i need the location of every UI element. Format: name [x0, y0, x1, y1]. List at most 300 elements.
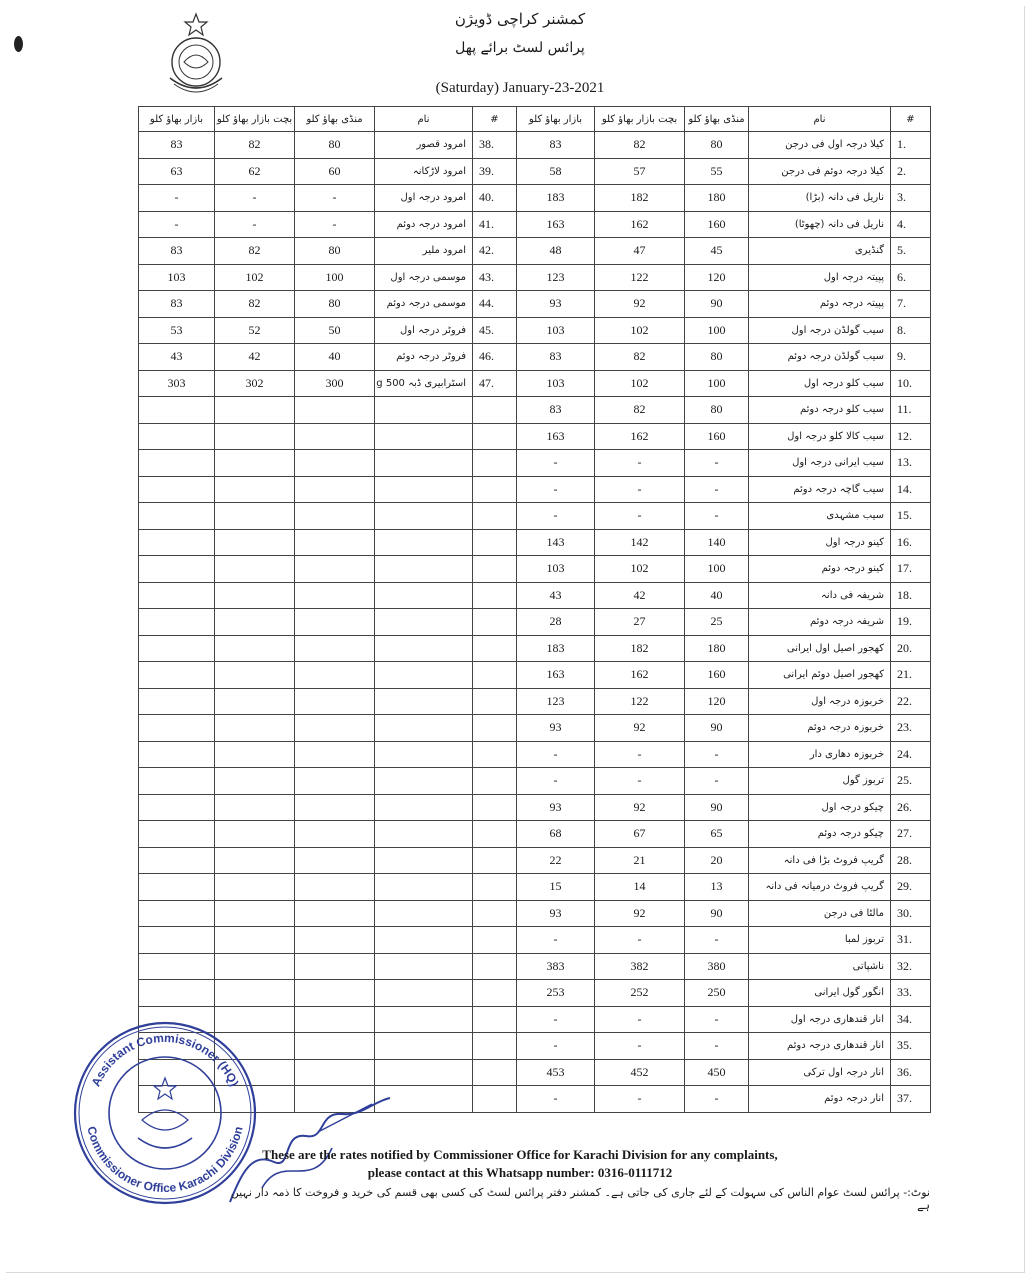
item-name-cell — [375, 688, 473, 715]
bazar-price-cell: 83 — [139, 238, 215, 265]
bazar-price-cell — [139, 927, 215, 954]
row-number-cell — [473, 529, 517, 556]
col-mandi-header: منڈی بھاؤ کلو — [685, 107, 749, 132]
row-number-cell — [473, 1059, 517, 1086]
item-name-cell: ناریل فی دانہ (چھوٹا) — [749, 211, 891, 238]
row-number-cell — [473, 980, 517, 1007]
row-number-cell: 41. — [473, 211, 517, 238]
col-bachat-header: بچت بازار بھاؤ کلو — [215, 107, 295, 132]
bachat-price-cell: 92 — [595, 900, 685, 927]
bachat-price-cell — [215, 556, 295, 583]
row-number-cell: 44. — [473, 291, 517, 318]
mandi-price-cell: - — [685, 1086, 749, 1113]
bachat-price-cell: 27 — [595, 609, 685, 636]
bachat-price-cell: - — [595, 927, 685, 954]
bachat-price-cell: - — [595, 503, 685, 530]
table-row — [139, 132, 517, 159]
table-row — [139, 211, 517, 238]
mandi-price-cell: - — [685, 1033, 749, 1060]
table-row — [139, 847, 517, 874]
item-name-cell: انار قندھاری درجہ اول — [749, 1006, 891, 1033]
mandi-price-cell: 450 — [685, 1059, 749, 1086]
item-name-cell: سیب کلو درجہ اول — [749, 370, 891, 397]
bachat-price-cell — [215, 476, 295, 503]
row-number-cell — [473, 609, 517, 636]
bachat-price-cell: - — [595, 741, 685, 768]
item-name-cell: فروٹر درجہ اول — [375, 317, 473, 344]
item-name-cell — [375, 556, 473, 583]
mandi-price-cell — [295, 556, 375, 583]
mandi-price-cell — [295, 900, 375, 927]
row-number-cell: 9. — [891, 344, 931, 371]
bazar-price-cell: 103 — [517, 317, 595, 344]
item-name-cell — [375, 423, 473, 450]
table-row — [517, 291, 931, 318]
row-number-cell: 24. — [891, 741, 931, 768]
item-name-cell: امرود درجہ اول — [375, 185, 473, 212]
row-number-cell: 35. — [891, 1033, 931, 1060]
table-row — [139, 344, 517, 371]
row-number-cell — [473, 794, 517, 821]
row-number-cell: 29. — [891, 874, 931, 901]
item-name-cell: سیب کلو درجہ دوئم — [749, 397, 891, 424]
row-number-cell: 15. — [891, 503, 931, 530]
row-number-cell — [473, 768, 517, 795]
mandi-price-cell: 55 — [685, 158, 749, 185]
bazar-price-cell: - — [517, 503, 595, 530]
row-number-cell: 28. — [891, 847, 931, 874]
row-number-cell: 34. — [891, 1006, 931, 1033]
row-number-cell — [473, 715, 517, 742]
item-name-cell: سیب کالا کلو درجہ اول — [749, 423, 891, 450]
row-number-cell — [473, 927, 517, 954]
table-row — [139, 476, 517, 503]
mandi-price-cell — [295, 397, 375, 424]
mandi-price-cell: 160 — [685, 423, 749, 450]
item-name-cell: انار قندھاری درجہ دوئم — [749, 1033, 891, 1060]
item-name-cell: ناشپاتی — [749, 953, 891, 980]
bachat-price-cell: 382 — [595, 953, 685, 980]
item-name-cell: انگور گول ایرانی — [749, 980, 891, 1007]
mandi-price-cell — [295, 1006, 375, 1033]
item-name-cell: شریفہ درجہ دوئم — [749, 609, 891, 636]
table-row — [139, 370, 517, 397]
table-row — [517, 688, 931, 715]
mandi-price-cell: - — [295, 211, 375, 238]
table-row — [139, 450, 517, 477]
item-name-cell — [375, 450, 473, 477]
table-row — [517, 317, 931, 344]
mandi-price-cell: - — [685, 450, 749, 477]
item-name-cell: امرود درجہ دوئم — [375, 211, 473, 238]
table-row — [517, 1086, 931, 1113]
row-number-cell: 20. — [891, 635, 931, 662]
mandi-price-cell: 40 — [295, 344, 375, 371]
bachat-price-cell: 82 — [595, 132, 685, 159]
row-number-cell: 43. — [473, 264, 517, 291]
bachat-price-cell — [215, 662, 295, 689]
bazar-price-cell: 53 — [139, 317, 215, 344]
table-row — [517, 556, 931, 583]
bachat-price-cell: 82 — [215, 132, 295, 159]
table-row — [517, 927, 931, 954]
row-number-cell: 3. — [891, 185, 931, 212]
item-name-cell — [375, 715, 473, 742]
mandi-price-cell: 120 — [685, 264, 749, 291]
row-number-cell: 36. — [891, 1059, 931, 1086]
item-name-cell: پپیتہ درجہ دوئم — [749, 291, 891, 318]
row-number-cell: 33. — [891, 980, 931, 1007]
bazar-price-cell: 28 — [517, 609, 595, 636]
bazar-price-cell: 123 — [517, 264, 595, 291]
bazar-price-cell: 15 — [517, 874, 595, 901]
table-row — [517, 715, 931, 742]
bazar-price-cell: 103 — [139, 264, 215, 291]
row-number-cell — [473, 582, 517, 609]
item-name-cell — [375, 635, 473, 662]
mandi-price-cell: 160 — [685, 662, 749, 689]
row-number-cell — [473, 662, 517, 689]
table-row — [517, 821, 931, 848]
bazar-price-cell: - — [517, 741, 595, 768]
bazar-price-cell — [139, 953, 215, 980]
bachat-price-cell: 182 — [595, 185, 685, 212]
list-date: (Saturday) January-23-2021 — [435, 80, 605, 96]
mandi-price-cell — [295, 503, 375, 530]
bazar-price-cell — [139, 503, 215, 530]
table-row — [139, 158, 517, 185]
bazar-price-cell — [139, 529, 215, 556]
table-row — [139, 980, 517, 1007]
mandi-price-cell — [295, 609, 375, 636]
mandi-price-cell: 65 — [685, 821, 749, 848]
bazar-price-cell — [139, 821, 215, 848]
bachat-price-cell: - — [215, 185, 295, 212]
item-name-cell: گریپ فروٹ بڑا فی دانہ — [749, 847, 891, 874]
item-name-cell — [375, 609, 473, 636]
item-name-cell: خربوزہ درجہ دوئم — [749, 715, 891, 742]
item-name-cell: امرود قصور — [375, 132, 473, 159]
bazar-price-cell — [139, 741, 215, 768]
table-row — [517, 1033, 931, 1060]
mandi-price-cell: 90 — [685, 715, 749, 742]
bazar-price-cell: 253 — [517, 980, 595, 1007]
bachat-price-cell — [215, 503, 295, 530]
price-table-left — [138, 106, 517, 1113]
bazar-price-cell: 93 — [517, 900, 595, 927]
table-row — [139, 821, 517, 848]
bachat-price-cell — [215, 874, 295, 901]
mandi-price-cell — [295, 529, 375, 556]
bazar-price-cell: 83 — [517, 344, 595, 371]
row-number-cell: 25. — [891, 768, 931, 795]
table-row — [517, 609, 931, 636]
row-number-cell: 18. — [891, 582, 931, 609]
table-row — [517, 397, 931, 424]
item-name-cell — [375, 662, 473, 689]
bazar-price-cell: 163 — [517, 423, 595, 450]
bazar-price-cell: - — [517, 927, 595, 954]
table-row — [517, 476, 931, 503]
bachat-price-cell: 67 — [595, 821, 685, 848]
mandi-price-cell — [295, 953, 375, 980]
bachat-price-cell: 162 — [595, 423, 685, 450]
table-row — [517, 582, 931, 609]
bachat-price-cell: 102 — [595, 556, 685, 583]
row-number-cell: 10. — [891, 370, 931, 397]
row-number-cell: 4. — [891, 211, 931, 238]
item-name-cell — [375, 794, 473, 821]
row-number-cell: 6. — [891, 264, 931, 291]
bazar-price-cell: - — [139, 211, 215, 238]
table-row — [517, 635, 931, 662]
row-number-cell: 11. — [891, 397, 931, 424]
mandi-price-cell: 180 — [685, 185, 749, 212]
table-row — [139, 688, 517, 715]
bazar-price-cell: 83 — [139, 132, 215, 159]
price-table-right — [516, 106, 931, 1113]
mandi-price-cell — [295, 1059, 375, 1086]
table-row — [517, 1006, 931, 1033]
item-name-cell: سیب گولڈن درجہ دوئم — [749, 344, 891, 371]
item-name-cell: کھجور اصیل دوئم ایرانی — [749, 662, 891, 689]
bachat-price-cell: 82 — [595, 344, 685, 371]
bazar-price-cell: 83 — [517, 397, 595, 424]
mandi-price-cell — [295, 1033, 375, 1060]
office-title: کمشنر کراچی ڈویژن — [454, 10, 586, 28]
bazar-price-cell: 43 — [139, 344, 215, 371]
mandi-price-cell: 60 — [295, 158, 375, 185]
row-number-cell: 37. — [891, 1086, 931, 1113]
item-name-cell: سیب گاچہ درجہ دوئم — [749, 476, 891, 503]
item-name-cell: کھجور اصیل اول ایرانی — [749, 635, 891, 662]
table-row — [517, 238, 931, 265]
item-name-cell: مالٹا فی درجن — [749, 900, 891, 927]
bachat-price-cell — [215, 953, 295, 980]
bachat-price-cell: 42 — [215, 344, 295, 371]
item-name-cell: چیکو درجہ اول — [749, 794, 891, 821]
item-name-cell: موسمی درجہ دوئم — [375, 291, 473, 318]
row-number-cell — [473, 450, 517, 477]
mandi-price-cell: 300 — [295, 370, 375, 397]
mandi-price-cell: 25 — [685, 609, 749, 636]
bachat-price-cell: 62 — [215, 158, 295, 185]
item-name-cell: سیب مشہدی — [749, 503, 891, 530]
row-number-cell — [473, 741, 517, 768]
bachat-price-cell: 122 — [595, 264, 685, 291]
mandi-price-cell: - — [295, 185, 375, 212]
bazar-price-cell — [139, 900, 215, 927]
bazar-price-cell: 453 — [517, 1059, 595, 1086]
mandi-price-cell: 180 — [685, 635, 749, 662]
item-name-cell: تربوز گول — [749, 768, 891, 795]
row-number-cell — [473, 1033, 517, 1060]
row-number-cell: 26. — [891, 794, 931, 821]
mandi-price-cell — [295, 582, 375, 609]
bachat-price-cell: 14 — [595, 874, 685, 901]
bazar-price-cell: 58 — [517, 158, 595, 185]
mandi-price-cell: 80 — [685, 397, 749, 424]
bachat-price-cell: 47 — [595, 238, 685, 265]
table-row — [517, 1059, 931, 1086]
col-bazar-header: بازار بھاؤ کلو — [517, 107, 595, 132]
row-number-cell: 23. — [891, 715, 931, 742]
bachat-price-cell: 21 — [595, 847, 685, 874]
col-bazar-header: بازار بھاؤ کلو — [139, 107, 215, 132]
bachat-price-cell: 82 — [215, 291, 295, 318]
punch-hole — [14, 36, 23, 52]
item-name-cell: سیب گولڈن درجہ اول — [749, 317, 891, 344]
bazar-price-cell: 383 — [517, 953, 595, 980]
row-number-cell: 31. — [891, 927, 931, 954]
col-mandi-header: منڈی بھاؤ کلو — [295, 107, 375, 132]
table-row — [517, 874, 931, 901]
table-row — [139, 768, 517, 795]
item-name-cell: خربوزہ درجہ اول — [749, 688, 891, 715]
bachat-price-cell — [215, 715, 295, 742]
mandi-price-cell — [295, 874, 375, 901]
mandi-price-cell: 40 — [685, 582, 749, 609]
bazar-price-cell: - — [139, 185, 215, 212]
bachat-price-cell: - — [595, 1086, 685, 1113]
mandi-price-cell — [295, 688, 375, 715]
row-number-cell: 47. — [473, 370, 517, 397]
mandi-price-cell — [295, 635, 375, 662]
row-number-cell: 27. — [891, 821, 931, 848]
bachat-price-cell: 182 — [595, 635, 685, 662]
bachat-price-cell: 162 — [595, 662, 685, 689]
item-name-cell: کینو درجہ اول — [749, 529, 891, 556]
table-row — [139, 556, 517, 583]
bazar-price-cell — [139, 397, 215, 424]
table-row — [517, 450, 931, 477]
complaint-notice — [150, 1146, 890, 1182]
table-row — [517, 423, 931, 450]
item-name-cell: کیلا درجہ دوئم فی درجن — [749, 158, 891, 185]
row-number-cell — [473, 476, 517, 503]
row-number-cell: 30. — [891, 900, 931, 927]
row-number-cell — [473, 900, 517, 927]
row-number-cell: 21. — [891, 662, 931, 689]
bazar-price-cell: 43 — [517, 582, 595, 609]
table-row — [139, 264, 517, 291]
mandi-price-cell — [295, 927, 375, 954]
table-row — [139, 794, 517, 821]
row-number-cell: 16. — [891, 529, 931, 556]
bachat-price-cell: 92 — [595, 291, 685, 318]
list-title: پرائس لسٹ برائے پھل — [455, 40, 585, 56]
bazar-price-cell: - — [517, 1033, 595, 1060]
table-row — [139, 609, 517, 636]
bachat-price-cell — [215, 768, 295, 795]
mandi-price-cell — [295, 821, 375, 848]
mandi-price-cell: 160 — [685, 211, 749, 238]
row-number-cell — [473, 688, 517, 715]
bachat-price-cell — [215, 423, 295, 450]
table-row — [517, 158, 931, 185]
bazar-price-cell — [139, 582, 215, 609]
mandi-price-cell: 13 — [685, 874, 749, 901]
row-number-cell: 17. — [891, 556, 931, 583]
item-name-cell: کینو درجہ دوئم — [749, 556, 891, 583]
item-name-cell: انار درجہ دوئم — [749, 1086, 891, 1113]
table-row — [139, 953, 517, 980]
bachat-price-cell — [215, 794, 295, 821]
table-row — [139, 662, 517, 689]
bachat-price-cell: - — [215, 211, 295, 238]
item-name-cell — [375, 476, 473, 503]
bachat-price-cell: 452 — [595, 1059, 685, 1086]
item-name-cell — [375, 503, 473, 530]
row-number-cell — [473, 503, 517, 530]
col-number-header: # — [891, 107, 931, 132]
bachat-price-cell: 82 — [215, 238, 295, 265]
mandi-price-cell: 90 — [685, 900, 749, 927]
mandi-price-cell — [295, 794, 375, 821]
mandi-price-cell: 50 — [295, 317, 375, 344]
bachat-price-cell: 142 — [595, 529, 685, 556]
bazar-price-cell — [139, 450, 215, 477]
row-number-cell — [473, 847, 517, 874]
row-number-cell: 40. — [473, 185, 517, 212]
row-number-cell — [473, 1006, 517, 1033]
table-row — [139, 291, 517, 318]
bazar-price-cell: 63 — [139, 158, 215, 185]
mandi-price-cell: 380 — [685, 953, 749, 980]
item-name-cell — [375, 582, 473, 609]
item-name-cell: خربوزہ دھاری دار — [749, 741, 891, 768]
notice-line-1: These are the rates notified by Commissioner Office for Karachi Division for any complaints, — [262, 1147, 778, 1162]
bazar-price-cell — [139, 847, 215, 874]
table-row — [517, 741, 931, 768]
table-row — [139, 185, 517, 212]
table-row — [517, 503, 931, 530]
table-row — [139, 715, 517, 742]
mandi-price-cell: 100 — [685, 556, 749, 583]
col-name-header: نام — [375, 107, 473, 132]
table-row — [139, 397, 517, 424]
table-row — [139, 529, 517, 556]
mandi-price-cell: 90 — [685, 291, 749, 318]
item-name-cell — [375, 397, 473, 424]
table-row — [517, 662, 931, 689]
bachat-price-cell — [215, 450, 295, 477]
item-name-cell: شریفہ فی دانہ — [749, 582, 891, 609]
item-name-cell — [375, 953, 473, 980]
row-number-cell: 8. — [891, 317, 931, 344]
row-number-cell: 14. — [891, 476, 931, 503]
bazar-price-cell — [139, 715, 215, 742]
bazar-price-cell — [139, 476, 215, 503]
col-bachat-header: بچت بازار بھاؤ کلو — [595, 107, 685, 132]
row-number-cell — [473, 821, 517, 848]
bachat-price-cell: 252 — [595, 980, 685, 1007]
mandi-price-cell: - — [685, 1006, 749, 1033]
item-name-cell: انار درجہ اول ترکی — [749, 1059, 891, 1086]
item-name-cell: پپیتہ درجہ اول — [749, 264, 891, 291]
bachat-price-cell — [215, 582, 295, 609]
bachat-price-cell: 122 — [595, 688, 685, 715]
mandi-price-cell: 100 — [685, 317, 749, 344]
bazar-price-cell: 183 — [517, 635, 595, 662]
mandi-price-cell — [295, 715, 375, 742]
table-row — [517, 768, 931, 795]
mandi-price-cell: - — [685, 476, 749, 503]
table-row — [139, 503, 517, 530]
bachat-price-cell: 92 — [595, 794, 685, 821]
table-row — [517, 344, 931, 371]
table-row — [139, 927, 517, 954]
